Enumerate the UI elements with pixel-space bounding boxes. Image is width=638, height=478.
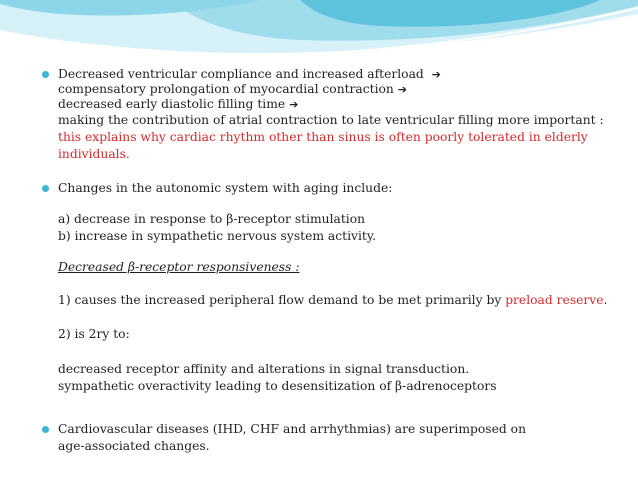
b2-detail-2: sympathetic overactivity leading to desensitization of β-adrenoceptors bbox=[58, 379, 497, 393]
arrow-icon: ➔ bbox=[431, 68, 441, 81]
arrow-icon: ➔ bbox=[289, 98, 299, 111]
b2-point-2: 2) is 2ry to: bbox=[58, 327, 130, 341]
b1-line-4: making the contribution of atrial contraction to late ventricular filling more important : bbox=[58, 113, 604, 127]
b2-subheading: Decreased β-receptor responsiveness : bbox=[58, 260, 300, 274]
b3-line-2: age-associated changes. bbox=[58, 439, 210, 453]
b2-detail-1: decreased receptor affinity and alterations in signal transduction. bbox=[58, 362, 470, 376]
bullet-dot-1 bbox=[42, 71, 49, 78]
b1-line-1: Decreased ventricular compliance and increased afterload ➔ bbox=[58, 67, 441, 81]
b1-red-line-2: individuals. bbox=[58, 147, 130, 161]
b2-item-b: b) increase in sympathetic nervous system activity. bbox=[58, 229, 377, 243]
bullet-dot-3 bbox=[42, 426, 49, 433]
preload-reserve-highlight: preload reserve bbox=[505, 293, 604, 307]
b3-line-1: Cardiovascular diseases (IHD, CHF and arrhythmias) are superimposed on bbox=[58, 422, 526, 436]
arrow-icon: ➔ bbox=[397, 83, 407, 96]
b1-line-2: compensatory prolongation of myocardial contraction ➔ bbox=[58, 82, 407, 96]
b1-red-line-1: this explains why cardiac rhythm other than sinus is often poorly tolerated in elderly bbox=[58, 130, 588, 144]
b1-line-3: decreased early diastolic filling time ➔ bbox=[58, 97, 299, 111]
b2-heading: Changes in the autonomic system with aging include: bbox=[58, 181, 393, 195]
b2-item-a: a) decrease in response to β-receptor stimulation bbox=[58, 212, 366, 226]
b2-point-1: 1) causes the increased peripheral flow demand to be met primarily by preload reserve. bbox=[58, 293, 608, 307]
bullet-dot-2 bbox=[42, 185, 49, 192]
